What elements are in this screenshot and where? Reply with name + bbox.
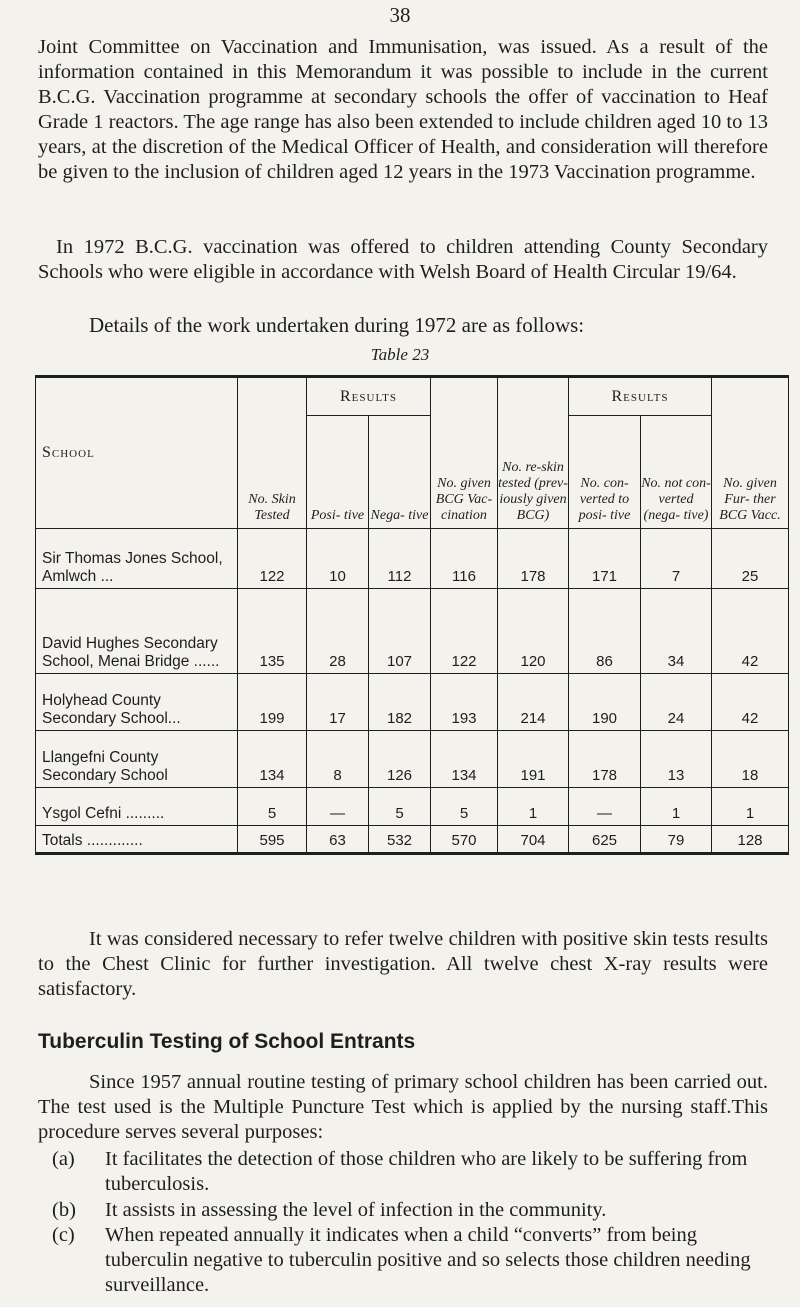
cell-school: Sir Thomas Jones School, Amlwch ... [36, 529, 238, 589]
table-row [36, 731, 789, 788]
cell-not-converted: 13 [641, 731, 712, 788]
purpose-label: (c) [52, 1224, 75, 1246]
purpose-text: It facilitates the detection of those children who are likely to be suffering from tuberculosis. [105, 1148, 748, 1195]
purpose-text: When repeated annually it indicates when a child “converts” from being tuberculin negative to tuberculin positive and so selects those children needing surveillance. [105, 1224, 751, 1296]
section-paragraph: Since 1957 annual routine testing of primary school children has been carried out. The test used is the Multiple Puncture Test which is applied by the nursing staff.This procedure serves several purposes: [38, 1071, 768, 1143]
header-given-further: No. given Fur- ther BCG Vacc. [712, 377, 789, 529]
intro-paragraph-1: Joint Committee on Vaccination and Immunisation, was issued. As a result of the information contained in this Memorandum it was possible to include in the current B.C.G. Vaccination programme at secondary schools the offer of vaccination to Heaf Grade 1 reactors. The age range has also been extended to include children aged 10 to 13 years, at the discretion of the Medical Officer of Health, and consideration will therefore be given to the inclusion of children aged 12 years in the 1973 Vaccination programme. [38, 36, 768, 183]
header-group-results-2: Results [569, 377, 712, 416]
cell-school: Totals ............. [36, 826, 238, 854]
cell-negative: 5 [369, 788, 431, 826]
cell-converted-positive: 625 [569, 826, 641, 854]
table-row [36, 674, 789, 731]
purpose-label: (b) [52, 1199, 76, 1221]
cell-not-converted: 7 [641, 529, 712, 589]
header-given-bcg: No. given BCG Vac- cination [431, 377, 498, 529]
cell-reskin-tested: 1 [498, 788, 569, 826]
cell-converted-positive: — [569, 788, 641, 826]
cell-given-bcg: 116 [431, 529, 498, 589]
cell-negative: 182 [369, 674, 431, 731]
cell-converted-positive: 178 [569, 731, 641, 788]
details-line: Details of the work undertaken during 1972 are as follows: [89, 313, 585, 337]
header-skin-tested: No. Skin Tested [238, 377, 307, 529]
cell-school: David Hughes Secondary School, Menai Bridge ...... [36, 589, 238, 674]
table-row [36, 788, 789, 826]
cell-positive: 10 [307, 529, 369, 589]
purpose-item-c [52, 1223, 768, 1298]
cell-reskin-tested: 214 [498, 674, 569, 731]
cell-skin-tested: 135 [238, 589, 307, 674]
header-converted-positive: No. con- verted to posi- tive [569, 416, 641, 529]
cell-positive: 17 [307, 674, 369, 731]
purpose-label: (a) [52, 1148, 75, 1170]
purpose-item-b [52, 1198, 768, 1223]
cell-converted-positive: 190 [569, 674, 641, 731]
cell-reskin-tested: 178 [498, 529, 569, 589]
header-not-converted: No. not con- verted (nega- tive) [641, 416, 712, 529]
cell-negative: 112 [369, 529, 431, 589]
cell-skin-tested: 199 [238, 674, 307, 731]
purpose-item-a [52, 1147, 768, 1197]
cell-positive: 63 [307, 826, 369, 854]
cell-not-converted: 1 [641, 788, 712, 826]
cell-positive: 8 [307, 731, 369, 788]
cell-given-further: 42 [712, 589, 789, 674]
intro-paragraph-2: In 1972 B.C.G. vaccination was offered to children attending County Secondary Schools who were eligible in accordance with Welsh Board of Health Circular 19/64. [38, 236, 768, 283]
table-row-totals [36, 826, 789, 854]
header-positive: Posi- tive [307, 416, 369, 529]
table-title: Table 23 [370, 345, 430, 364]
cell-skin-tested: 122 [238, 529, 307, 589]
cell-skin-tested: 595 [238, 826, 307, 854]
header-school: School [36, 377, 238, 529]
cell-negative: 107 [369, 589, 431, 674]
cell-not-converted: 24 [641, 674, 712, 731]
header-negative: Nega- tive [369, 416, 431, 529]
table-row [36, 529, 789, 589]
header-group-results-1: Results [307, 377, 431, 416]
cell-given-bcg: 134 [431, 731, 498, 788]
cell-given-further: 18 [712, 731, 789, 788]
section-heading: Tuberculin Testing of School Entrants [38, 1030, 416, 1053]
cell-positive: 28 [307, 589, 369, 674]
cell-school: Llangefni County Secondary School [36, 731, 238, 788]
cell-skin-tested: 5 [238, 788, 307, 826]
cell-given-further: 42 [712, 674, 789, 731]
header-reskin-tested: No. re-skin tested (prev- iously given BCG) [498, 377, 569, 529]
cell-given-bcg: 122 [431, 589, 498, 674]
cell-given-further: 1 [712, 788, 789, 826]
cell-given-bcg: 5 [431, 788, 498, 826]
cell-given-further: 128 [712, 826, 789, 854]
cell-reskin-tested: 704 [498, 826, 569, 854]
cell-school: Holyhead County Secondary School... [36, 674, 238, 731]
bcg-results-table [35, 375, 789, 855]
cell-reskin-tested: 191 [498, 731, 569, 788]
cell-given-bcg: 570 [431, 826, 498, 854]
page-number: 38 [389, 3, 411, 27]
cell-given-bcg: 193 [431, 674, 498, 731]
purpose-text: It assists in assessing the level of infection in the community. [105, 1199, 607, 1221]
cell-school: Ysgol Cefni ......... [36, 788, 238, 826]
after-table-paragraph: It was considered necessary to refer twelve children with positive skin tests results to the Chest Clinic for further investigation. All twelve chest X-ray results were satisfactory. [38, 928, 768, 1000]
cell-reskin-tested: 120 [498, 589, 569, 674]
cell-not-converted: 79 [641, 826, 712, 854]
cell-converted-positive: 86 [569, 589, 641, 674]
cell-negative: 126 [369, 731, 431, 788]
cell-not-converted: 34 [641, 589, 712, 674]
table-row [36, 589, 789, 674]
cell-positive: — [307, 788, 369, 826]
cell-skin-tested: 134 [238, 731, 307, 788]
cell-converted-positive: 171 [569, 529, 641, 589]
cell-negative: 532 [369, 826, 431, 854]
cell-given-further: 25 [712, 529, 789, 589]
